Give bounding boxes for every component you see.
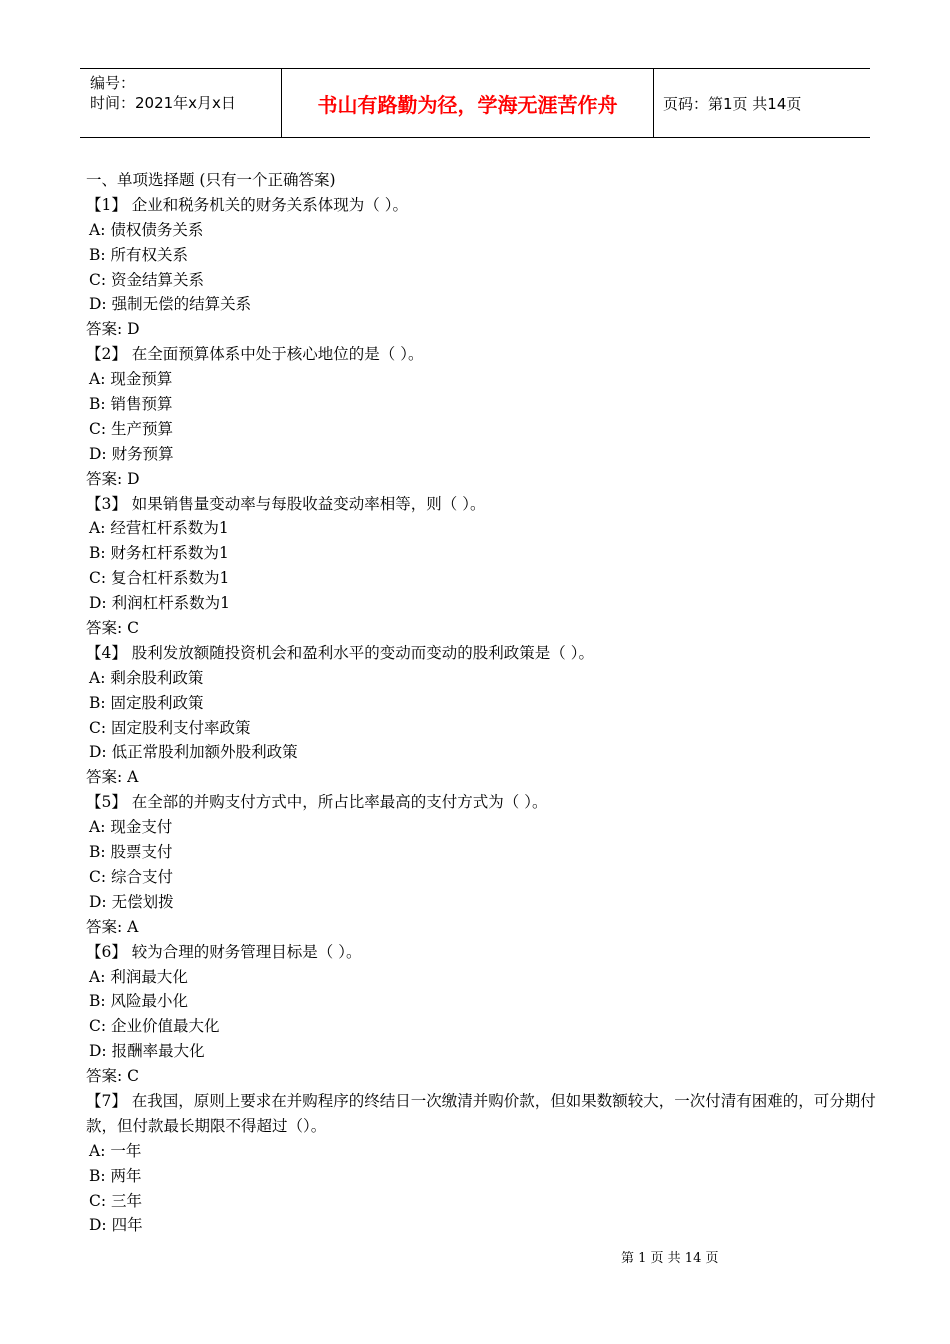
question-stem: 【4】 股利发放额随投资机会和盈利水平的变动而变动的股利政策是（ ）。 [86,643,594,662]
option-b: B: 销售预算 [89,395,173,414]
question-2 [86,342,876,491]
motto: 书山有路勤为径，学海无涯苦作舟 [281,69,654,137]
question-1 [86,193,876,342]
question-5 [86,790,876,939]
option-b: B: 财务杠杆系数为1 [89,544,229,563]
option-c: C: 综合支付 [89,867,174,886]
option-d: D: 报酬率最大化 [89,1042,205,1061]
header-table [80,68,870,138]
option-a: A: 利润最大化 [89,967,188,986]
option-d: D: 四年 [89,1216,143,1235]
option-c: C: 企业价值最大化 [89,1017,220,1036]
option-d: D: 财务预算 [89,444,174,463]
question-stem: 【6】 较为合理的财务管理目标是（ ）。 [86,942,362,961]
header-left-cell [80,69,281,137]
answer: 答案: C [86,619,140,638]
question-content [86,168,876,1238]
page-footer: 第 1 页 共 14 页 [621,1251,719,1266]
serial-label: 编号： [90,74,136,92]
option-a: A: 剩余股利政策 [89,668,204,687]
answer: 答案: D [86,469,140,488]
question-7 [86,1089,876,1238]
option-d: D: 强制无偿的结算关系 [89,295,252,314]
answer: 答案: A [86,917,139,936]
option-a: A: 现金预算 [89,370,173,389]
question-list [86,193,876,1089]
option-b: B: 风险最小化 [89,992,189,1011]
option-c: C: 资金结算关系 [89,270,205,289]
option-c: C: 生产预算 [89,419,174,438]
option-c: C: 固定股利支付率政策 [89,718,251,737]
option-a: A: 经营杠杆系数为1 [89,519,229,538]
option-c: C: 三年 [89,1191,143,1210]
section-title: 一、单项选择题 (只有一个正确答案) [86,171,336,189]
question-6 [86,940,876,1089]
question-4 [86,641,876,790]
option-c: C: 复合杠杆系数为1 [89,569,230,588]
question-stem: 【7】 在我国，原则上要求在并购程序的终结日一次缴清并购价款，但如果数额较大，一次付清有困难的，可分期付款，但付款最长期限不得超过（）。 [86,1091,876,1135]
question-3 [86,492,876,641]
option-b: B: 两年 [89,1166,142,1185]
answer: 答案: D [86,320,140,339]
option-d: D: 低正常股利加额外股利政策 [89,743,298,762]
question-stem: 【5】 在全部的并购支付方式中，所占比率最高的支付方式为（ ）。 [86,793,548,812]
page-info: 页码：第1页 共14页 [663,94,802,113]
question-stem: 【3】 如果销售量变动率与每股收益变动率相等，则（ ）。 [86,494,486,513]
answer: 答案: A [86,768,139,787]
date-label: 时间：2021年x月x日 [90,94,236,112]
option-b: B: 所有权关系 [89,245,189,264]
option-b: B: 固定股利政策 [89,693,204,712]
question-stem: 【2】 在全面预算体系中处于核心地位的是（ ）。 [86,345,424,364]
option-d: D: 利润杠杆系数为1 [89,594,230,613]
option-a: A: 债权债务关系 [89,220,204,239]
option-a: A: 现金支付 [89,818,173,837]
option-b: B: 股票支付 [89,843,173,862]
option-a: A: 一年 [89,1141,142,1160]
answer: 答案: C [86,1067,140,1086]
question-stem: 【1】 企业和税务机关的财务关系体现为（ ）。 [86,195,408,214]
option-d: D: 无偿划拨 [89,892,174,911]
